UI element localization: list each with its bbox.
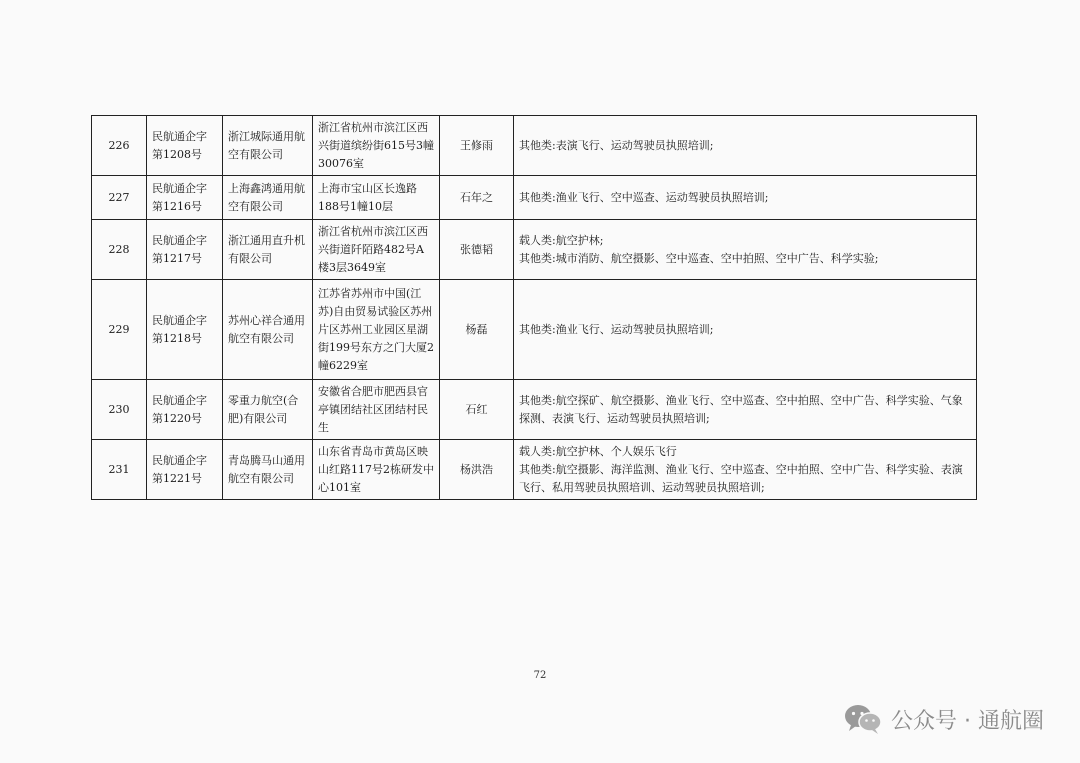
- company-name-cell: 零重力航空(合肥)有限公司: [223, 380, 313, 440]
- legal-person-cell: 杨洪浩: [440, 440, 514, 500]
- page-number: 72: [533, 670, 547, 681]
- business-scope-cell: [514, 176, 977, 220]
- address-cell: 浙江省杭州市滨江区西兴街道缤纷街615号3幢30076室: [313, 116, 440, 176]
- permit-number-cell: 民航通企字第1221号: [147, 440, 223, 500]
- watermark-text: 公众号 · 通航圈: [891, 708, 1044, 734]
- business-scope-cell: [514, 380, 977, 440]
- address-cell: 上海市宝山区长逸路188号1幢10层: [313, 176, 440, 220]
- table-row: [92, 220, 977, 280]
- legal-person-cell: 王修雨: [440, 116, 514, 176]
- row-number-cell: 231: [92, 440, 147, 500]
- row-number-cell: 230: [92, 380, 147, 440]
- table-row: [92, 280, 977, 380]
- company-name-cell: 苏州心祥合通用航空有限公司: [223, 280, 313, 380]
- address-cell: 浙江省杭州市滨江区西兴街道阡陌路482号A楼3层3649室: [313, 220, 440, 280]
- table-row: [92, 176, 977, 220]
- row-number-cell: 228: [92, 220, 147, 280]
- business-scope-cell: [514, 280, 977, 380]
- company-name-cell: 浙江城际通用航空有限公司: [223, 116, 313, 176]
- address-cell: 安徽省合肥市肥西县官亭镇团结社区团结村民生: [313, 380, 440, 440]
- table-row: [92, 116, 977, 176]
- registry-table: [91, 115, 977, 500]
- legal-person-cell: 张德韬: [440, 220, 514, 280]
- company-name-cell: 浙江通用直升机有限公司: [223, 220, 313, 280]
- legal-person-cell: 石红: [440, 380, 514, 440]
- table-row: [92, 380, 977, 440]
- scope-line: 其他类:城市消防、航空摄影、空中巡查、空中拍照、空中广告、科学实验;: [519, 251, 879, 265]
- company-name-cell: 上海鑫鸿通用航空有限公司: [223, 176, 313, 220]
- scope-line: 载人类:航空护林、个人娱乐飞行: [519, 444, 677, 458]
- business-scope-cell: [514, 220, 977, 280]
- address-cell: 山东省青岛市黄岛区映山红路117号2栋研发中心101室: [313, 440, 440, 500]
- table-row: [92, 440, 977, 500]
- row-number-cell: 226: [92, 116, 147, 176]
- permit-number-cell: 民航通企字第1220号: [147, 380, 223, 440]
- business-scope-cell: [514, 440, 977, 500]
- scope-line: 其他类:表演飞行、运动驾驶员执照培训;: [519, 138, 714, 152]
- row-number-cell: 229: [92, 280, 147, 380]
- scope-line: 其他类:渔业飞行、运动驾驶员执照培训;: [519, 322, 714, 336]
- legal-person-cell: 杨磊: [440, 280, 514, 380]
- company-name-cell: 青岛腾马山通用航空有限公司: [223, 440, 313, 500]
- permit-number-cell: 民航通企字第1216号: [147, 176, 223, 220]
- scope-line: 其他类:渔业飞行、空中巡查、运动驾驶员执照培训;: [519, 190, 769, 204]
- scope-line: 其他类:航空探矿、航空摄影、渔业飞行、空中巡查、空中拍照、空中广告、科学实验、气象探测、表演飞行、运动驾驶员执照培训;: [519, 393, 963, 425]
- scope-line: 载人类:航空护林;: [519, 233, 604, 247]
- address-cell: 江苏省苏州市中国(江苏)自由贸易试验区苏州片区苏州工业园区星湖街199号东方之门大厦2幢6229室: [313, 280, 440, 380]
- row-number-cell: 227: [92, 176, 147, 220]
- wechat-icon: [843, 703, 883, 735]
- legal-person-cell: 石年之: [440, 176, 514, 220]
- business-scope-cell: [514, 116, 977, 176]
- watermark: [843, 702, 1044, 736]
- scope-line: 其他类:航空摄影、海洋监测、渔业飞行、空中巡查、空中拍照、空中广告、科学实验、表演飞行、私用驾驶员执照培训、运动驾驶员执照培训;: [519, 462, 963, 494]
- permit-number-cell: 民航通企字第1208号: [147, 116, 223, 176]
- permit-number-cell: 民航通企字第1218号: [147, 280, 223, 380]
- registry-table-body: [92, 116, 977, 500]
- permit-number-cell: 民航通企字第1217号: [147, 220, 223, 280]
